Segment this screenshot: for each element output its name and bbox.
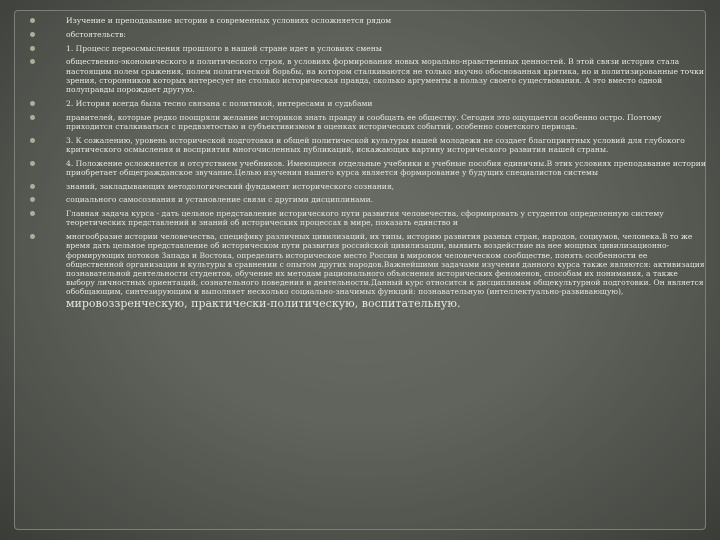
list-item <box>30 182 706 191</box>
list-item <box>30 99 706 108</box>
bullet-text: социального самосознания и установление связи с другими дисциплинами. <box>66 195 374 205</box>
list-item <box>30 159 706 177</box>
bullet-text: 2. История всегда была тесно связана с политикой, интересами и судьбами <box>66 98 373 108</box>
list-item <box>30 30 706 39</box>
list-item <box>30 16 706 25</box>
bullet-text: общественно-экономического и политического строя, в условиях формирования новых морально-нравственных ценностей. В этой связи история стала настоящим полем сражения, полем политической борьбы, на котором сталкиваются не только научно обоснованная критика, но и политизированные точки зрения, сторонников которых интересует не столько историческая правда, сколько аргументы в пользу своего существования. А это вместо одной полуправды порождает другую. <box>66 57 704 94</box>
list-item <box>30 209 706 227</box>
bullet-text: правителей, которые редко поощряли желание историков знать правду и сообщать ее обществу. Сегодня это ощущается особенно остро. Поэтому приходится сталкиваться с предвзятостью и субъективизмом в оценках исторических событий, особенно советского периода. <box>66 112 662 131</box>
bullet-text: Изучение и преподавание истории в современных условиях осложняется рядом <box>66 16 392 25</box>
bullet-icon <box>30 211 35 216</box>
bullet-list <box>30 16 706 315</box>
bullet-text: Главная задача курса - дать цельное представление исторического пути развития человечества, сформировать у студентов определенную систему теоретических представлений и знаний об исторических процессах в мире, показать единство и <box>66 209 664 228</box>
bullet-text: обстоятельств: <box>66 29 126 39</box>
bullet-icon <box>30 161 35 166</box>
bullet-icon <box>30 184 35 189</box>
bullet-text: 3. К сожалению, уровень исторической подготовки и общей политической культуры нашей молодежи не создает благоприятных условий для глубокого критического осмысления и восприятия многочисленных публикаций, искажающих картину исторического развития нашей страны. <box>66 135 685 154</box>
list-item <box>30 136 706 154</box>
list-item <box>30 44 706 53</box>
bullet-text-large: мировоззренческую, практически-политическую, воспитательную. <box>66 296 461 310</box>
bullet-icon <box>30 32 35 37</box>
bullet-icon <box>30 18 35 23</box>
bullet-icon <box>30 138 35 143</box>
bullet-icon <box>30 101 35 106</box>
list-item <box>30 113 706 131</box>
bullet-text: многообразие истории человечества, специфику различных цивилизаций, их типы, историю развития разных стран, народов, социумов, человека.В то же время дать цельное представление об историческом пути развития российской цивилизации, выявить воздействие на нее мощных цивилизационно-формирующих потоков Запада и Востока, определить историческое место России в мировом человеческом сообществе, понять особенности ее общественной организации и культуры в сравнении с опытом других народов.Важнейшими задачами изучения данного курса также являются: активизация познавательной деятельности студентов, обучение их методам рационального объяснения исторических феноменов, способам их понимания, а также выбору личностных ориентаций, сознательного поведения и деятельности.Данный курс относится к дисциплинам общекультурной подготовки. Он является обобщающим, синтезирующим и выполняет несколько социально-значимых функций: познавательную (интеллектуально-развивающую), <box>66 232 705 297</box>
list-item <box>30 232 706 310</box>
bullet-icon <box>30 197 35 202</box>
bullet-text: 4. Положение осложняется и отсутствием учебников. Имеющиеся отдельные учебники и учебные пособия единичны.В этих условиях преподавание истории приобретает общегражданское звучание.Целью изучения нашего курса является формирование у будущих специалистов системы <box>66 158 706 177</box>
bullet-icon <box>30 234 35 239</box>
bullet-icon <box>30 46 35 51</box>
bullet-text: 1. Процесс переосмысления прошлого в нашей стране идет в условиях смены <box>66 43 382 53</box>
bullet-icon <box>30 59 35 64</box>
bullet-icon <box>30 115 35 120</box>
bullet-text: знаний, закладывающих методологический фундамент исторического сознания, <box>66 181 395 191</box>
list-item <box>30 195 706 204</box>
list-item <box>30 57 706 94</box>
